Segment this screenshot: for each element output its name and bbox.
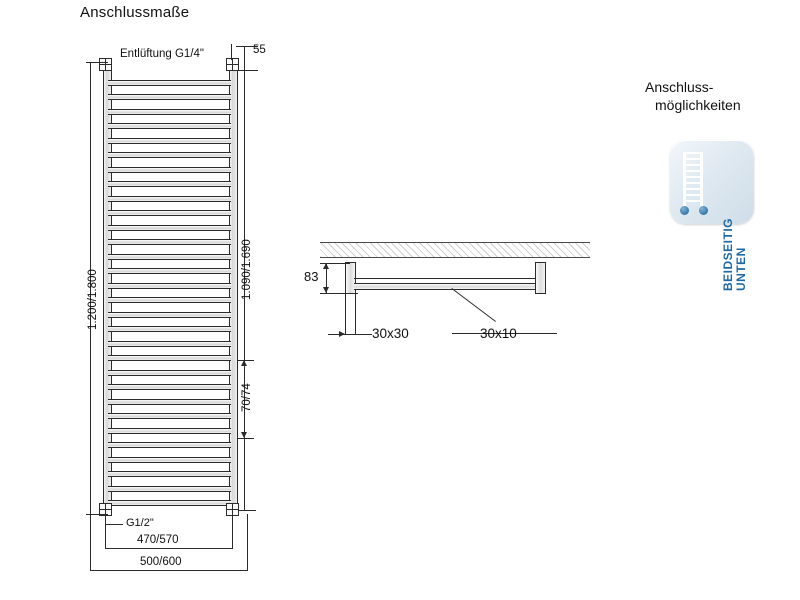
radiator-rung: [108, 123, 231, 129]
radiator-rung: [108, 413, 231, 419]
connection-badge[interactable]: [670, 140, 754, 292]
lower-dim-ext-top: [238, 360, 254, 361]
connection-label: G1/2": [126, 517, 154, 529]
radiator-rung: [108, 283, 231, 289]
badge-label: [722, 218, 748, 291]
depth-dim-label: 83: [304, 269, 319, 284]
badge-connection-dot-left: [680, 206, 689, 215]
top-dim-label: 55: [253, 44, 266, 56]
vent-label: Entlüftung G1/4": [120, 48, 204, 60]
radiator-rung: [108, 500, 231, 506]
radiator-rung: [108, 152, 231, 158]
radiator-rung: [108, 196, 231, 202]
radiator-rung: [108, 254, 231, 260]
depth-dim-ext-bottom: [320, 293, 358, 294]
connection-box-top-left: [99, 58, 112, 71]
bracket-dim-ext-left: [345, 292, 346, 334]
width-overall-dim-line: [90, 570, 248, 571]
radiator-rung: [108, 138, 231, 144]
rail-size-label: 30x10: [480, 326, 517, 341]
bracket-dim-line: [328, 334, 372, 335]
radiator-rung: [108, 384, 231, 390]
width-inner-ext-right: [232, 514, 233, 548]
radiator-rung: [108, 210, 231, 216]
radiator-rung: [108, 268, 231, 274]
rail-leader: [451, 288, 496, 322]
badge-ladder-icon: [683, 152, 703, 206]
connection-leader-horizontal: [105, 524, 123, 525]
connection-panel: [645, 78, 785, 292]
radiator-rung: [108, 167, 231, 173]
rail-centerline: [354, 278, 535, 279]
wall-hatch: [320, 242, 590, 258]
badge-label-line2: UNTEN: [734, 247, 748, 292]
radiator-drawing: [0, 0, 320, 600]
badge-label-line1: BEIDSEITIG: [721, 218, 735, 292]
bracket-dim-arrow: [339, 331, 345, 337]
radiator-rung: [108, 80, 231, 86]
radiator-rung: [108, 370, 231, 376]
radiator-rung: [108, 442, 231, 448]
bracket-dim-ext-right: [355, 292, 356, 334]
badge-connection-dot-right: [699, 206, 708, 215]
lower-dim-ext-bottom: [238, 438, 254, 439]
radiator-rung: [108, 471, 231, 477]
connection-heading-line1: Anschluss-: [645, 79, 714, 95]
height-inner-ext-top: [238, 70, 256, 71]
width-overall-ext-right: [247, 514, 248, 570]
radiator-rung: [108, 341, 231, 347]
connection-heading-line2: möglichkeiten: [655, 97, 741, 113]
radiator-rung: [108, 428, 231, 434]
radiator-rung: [108, 355, 231, 361]
width-overall-label: 500/600: [140, 556, 182, 568]
top-dim-ext-left: [244, 46, 245, 70]
height-inner-label: 1.090/1.690: [241, 239, 253, 300]
rail-profile: [354, 283, 535, 290]
page-title: Anschlussmaße: [80, 4, 190, 21]
radiator-rung: [108, 239, 231, 245]
vent-leader: [231, 44, 232, 60]
detail-drawing: [300, 230, 600, 370]
bracket-right: [535, 262, 546, 294]
radiator-rung: [108, 312, 231, 318]
height-overall-ext-top: [86, 62, 108, 63]
height-inner-ext-bottom: [238, 510, 256, 511]
width-overall-ext-left: [90, 514, 91, 570]
radiator-rung: [108, 94, 231, 100]
radiator-rung: [108, 399, 231, 405]
lower-dim-label: 70/74: [241, 383, 253, 412]
radiator-rung: [108, 109, 231, 115]
radiator-rung: [108, 457, 231, 463]
radiator-rung: [108, 225, 231, 231]
height-overall-label: 1.200/1.800: [87, 269, 99, 330]
width-inner-dim-line: [105, 548, 233, 549]
width-inner-label: 470/570: [137, 534, 179, 546]
bracket-size-label: 30x30: [372, 326, 409, 341]
radiator-rung: [108, 297, 231, 303]
width-inner-ext-left: [105, 514, 106, 548]
radiator-rung: [108, 486, 231, 492]
depth-dim-ext-top: [320, 263, 350, 264]
radiator-rung: [108, 181, 231, 187]
radiator-rung: [108, 326, 231, 332]
